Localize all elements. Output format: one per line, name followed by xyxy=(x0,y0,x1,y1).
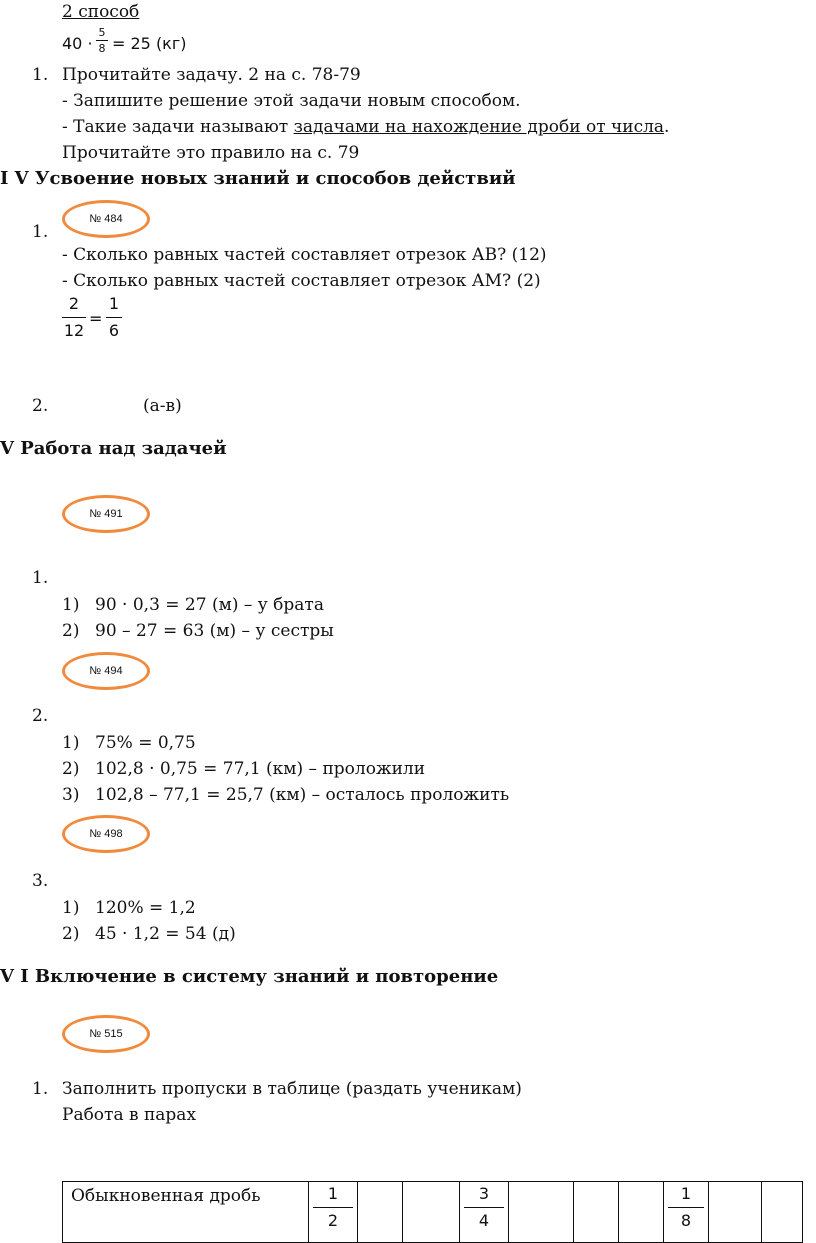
eq-d1: 12 xyxy=(63,321,85,340)
eq-fraction-left xyxy=(62,296,86,339)
table-frac-den: 4 xyxy=(478,1211,490,1230)
section4-q2: - Сколько равных частей составляет отрезок АМ? (2) xyxy=(62,271,541,291)
table-row-label: Обыкновенная дробь xyxy=(63,1182,309,1243)
table-frac-den: 8 xyxy=(680,1211,692,1230)
eq-sign: = xyxy=(89,309,103,328)
section6-title: V I Включение в систему знаний и повторение xyxy=(0,966,499,987)
fractions-table xyxy=(62,1181,803,1243)
table-fraction xyxy=(309,1182,357,1229)
eq-fraction-right xyxy=(106,296,122,339)
table-cell xyxy=(574,1182,619,1243)
step-num: 2) xyxy=(62,924,80,944)
task-read-line4: Прочитайте это правило на с. 79 xyxy=(62,143,360,163)
section5-item3-step1: 120% = 1,2 xyxy=(95,898,196,918)
step-num: 3) xyxy=(62,785,80,805)
section4-title: I V Усвоение новых знаний и способов действий xyxy=(0,168,516,189)
step-num: 1) xyxy=(62,733,80,753)
section5-item3-step2: 45 · 1,2 = 54 (д) xyxy=(95,924,236,944)
section6-item1-num: 1. xyxy=(32,1079,49,1099)
method-fraction xyxy=(96,27,108,54)
section5-item2-num: 2. xyxy=(32,706,49,726)
task-read-line2: - Запишите решение этой задачи новым способом. xyxy=(62,91,521,111)
badge-515: № 515 xyxy=(62,1015,150,1053)
badge-498: № 498 xyxy=(62,815,150,853)
task-read-line3 xyxy=(62,119,669,136)
task-read-line3-post: . xyxy=(664,117,670,137)
section5-item2-step2: 102,8 · 0,75 = 77,1 (км) – проложили xyxy=(95,759,426,779)
task-read-line1: Прочитайте задачу. 2 на с. 78-79 xyxy=(62,65,361,85)
section4-q1: - Сколько равных частей составляет отрезок АВ? (12) xyxy=(62,245,547,265)
table-fraction xyxy=(460,1182,508,1229)
table-frac-num: 1 xyxy=(680,1184,692,1203)
section4-item2-text: (а-в) xyxy=(143,396,182,416)
table-cell xyxy=(460,1182,509,1243)
section5-title: V Работа над задачей xyxy=(0,438,227,459)
eq-d2: 6 xyxy=(108,321,120,340)
section6-line2: Работа в парах xyxy=(62,1105,197,1125)
section5-item2-step1: 75% = 0,75 xyxy=(95,733,196,753)
eq-n1: 2 xyxy=(68,294,80,313)
table-cell xyxy=(358,1182,403,1243)
section5-item2-step3: 102,8 – 77,1 = 25,7 (км) – осталось проложить xyxy=(95,785,510,805)
method-expr-left: 40 · xyxy=(62,34,93,53)
table-cell xyxy=(619,1182,664,1243)
section5-item1-step1: 90 · 0,3 = 27 (м) – у брата xyxy=(95,595,324,615)
eq-n2: 1 xyxy=(108,294,120,313)
task-read-term: задачами на нахождение дроби от числа xyxy=(293,117,665,137)
step-num: 2) xyxy=(62,621,80,641)
badge-494: № 494 xyxy=(62,652,150,690)
table-frac-num: 1 xyxy=(327,1184,339,1203)
table-row xyxy=(63,1182,803,1243)
section5-item3-num: 3. xyxy=(32,871,49,891)
table-frac-den: 2 xyxy=(327,1211,339,1230)
section6-line1: Заполнить пропуски в таблице (раздать ученикам) xyxy=(62,1079,522,1099)
table-frac-num: 3 xyxy=(478,1184,490,1203)
table-cell xyxy=(709,1182,762,1243)
table-cell xyxy=(309,1182,358,1243)
step-num: 2) xyxy=(62,759,80,779)
section4-item1-num: 1. xyxy=(32,222,49,242)
method-expr-right: = 25 (кг) xyxy=(112,34,187,53)
section5-item1-step2: 90 – 27 = 63 (м) – у сестры xyxy=(95,621,334,641)
table-cell xyxy=(509,1182,574,1243)
method-frac-den: 8 xyxy=(98,42,106,55)
method-title: 2 способ xyxy=(62,2,140,22)
task-read-line3-pre: - Такие задачи называют xyxy=(62,117,294,137)
table-cell xyxy=(762,1182,803,1243)
task-read-num: 1. xyxy=(32,65,49,85)
table-fraction xyxy=(664,1182,708,1229)
badge-484: № 484 xyxy=(62,200,150,238)
badge-491: № 491 xyxy=(62,495,150,533)
method-frac-num: 5 xyxy=(98,26,106,39)
section5-item1-num: 1. xyxy=(32,568,49,588)
table-cell xyxy=(664,1182,709,1243)
step-num: 1) xyxy=(62,595,80,615)
step-num: 1) xyxy=(62,898,80,918)
section4-item2-num: 2. xyxy=(32,396,49,416)
table-cell xyxy=(403,1182,460,1243)
